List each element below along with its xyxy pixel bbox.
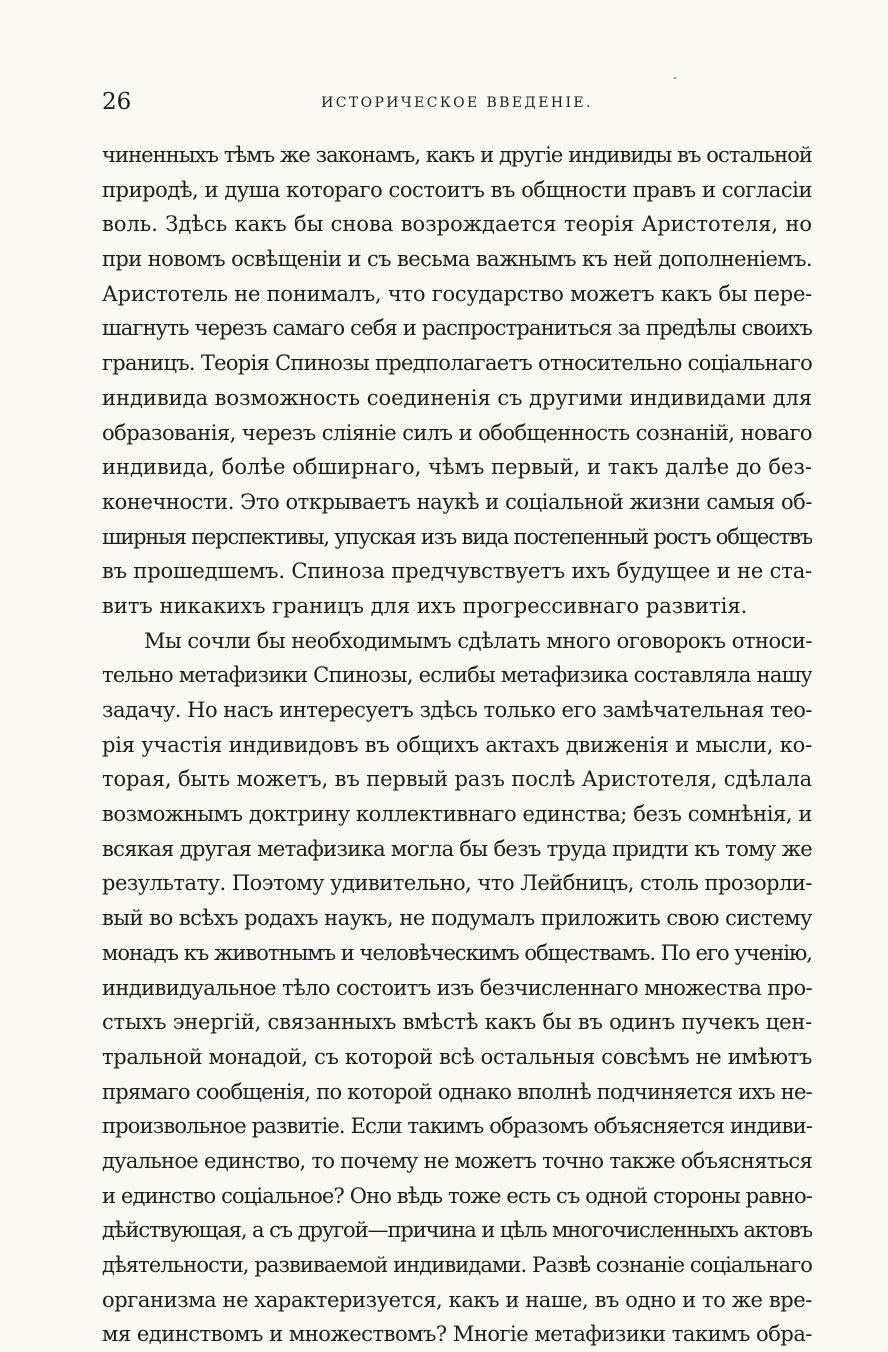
text-line: индивида, болѣе обширнаго, чѣмъ первый, и такъ далѣе до без- [102,455,812,480]
text-line: воль. Здѣсь какъ бы снова возрождается теорія Аристотеля, но [102,212,812,237]
text-line: въ прошедшемъ. Спиноза предчувствуетъ ихъ будущее и не ста- [102,559,812,584]
text-line: организма не характеризуется, какъ и наше, въ одно и то же вре- [102,1287,812,1312]
text-line: чиненныхъ тѣмъ же законамъ, какъ и другіе индивиды въ остальной [102,143,812,167]
text-line: индивидуальное тѣло состоитъ изъ безчисленнаго множества про- [102,975,812,1000]
text-line: образованія, черезъ сліяніе силъ и обобщенность сознаній, новаго [102,420,812,445]
text-line: задачу. Но насъ интересуетъ здѣсь только его замѣчательная тео- [102,698,812,722]
text-line: индивида возможность соединенія съ другими индивидами для [102,385,812,410]
text-line: всякая другая метафизика могла бы безъ труда придти къ тому же [102,836,812,861]
text-line: ширныя перспективы, упуская изъ вида постепенный ростъ обществъ [102,524,812,549]
text-line: дѣятельности, развиваемой индивидами. Развѣ сознаніе соціальнаго [102,1253,812,1277]
text-line: мя единствомъ и множествомъ? Многіе метафизики такимъ обра- [102,1322,812,1347]
paper-speck [674,77,676,79]
text-line: торая, быть можетъ, въ первый разъ послѣ Аристотеля, сдѣлала [102,767,812,792]
text-line: дуальное единство, то почему не можетъ точно также объясняться [102,1148,812,1173]
page-number: 26 [102,89,132,115]
page-header [102,88,812,116]
paragraph-1 [102,138,812,624]
text-line: прямаго сообщенія, по которой однако вполнѣ подчиняется ихъ не- [102,1079,812,1104]
text-line: произвольное развитіе. Если такимъ образомъ объясняется индиви- [102,1114,812,1139]
text-line: стыхъ энергій, связанныхъ вмѣстѣ какъ бы въ одинъ пучекъ цен- [102,1010,812,1035]
text-line: возможнымъ доктрину коллективнаго единства; безъ сомнѣнія, и [102,802,812,827]
body-text [102,138,812,1352]
paragraph-2 [102,624,812,1352]
text-line: монадъ къ животнымъ и человѣческимъ обществамъ. По его ученію, [102,940,812,965]
text-line: результату. Поэтому удивительно, что Лейбницъ, столь прозорли- [102,871,812,896]
text-line: шагнуть черезъ самаго себя и распространиться за предѣлы своихъ [102,316,812,341]
text-line: Аристотель не понималъ, что государство можетъ какъ бы пере- [102,281,812,306]
text-line: границъ. Теорія Спинозы предполагаетъ относительно соціальнаго [102,351,812,376]
text-line: природѣ, и душа котораго состоитъ въ общности правъ и согласіи [102,177,812,202]
text-line: дѣйствующая, а съ другой—причина и цѣль многочисленныхъ актовъ [102,1218,812,1243]
running-title: ИСТОРИЧЕСКОЕ ВВЕДЕНІЕ. [321,95,593,111]
text-line: рія участія индивидовъ въ общихъ актахъ движенія и мысли, ко- [102,732,812,757]
text-line: тельно метафизики Спинозы, еслибы метафизика составляла нашу [102,663,812,688]
text-line: при новомъ освѣщеніи и съ весьма важнымъ къ ней дополненіемъ. [102,247,812,272]
text-line: витъ никакихъ границъ для ихъ прогрессивнаго развитія. [102,593,748,618]
text-line: конечности. Это открываетъ наукѣ и соціальной жизни самыя об- [102,489,812,514]
text-line: и единство соціальное? Оно вѣдь тоже есть съ одной стороны равно- [102,1183,812,1208]
text-line: тральной монадой, съ которой всѣ остальныя совсѣмъ не имѣютъ [102,1044,812,1069]
text-line: Мы сочли бы необходимымъ сдѣлать много оговорокъ относи- [144,628,812,653]
text-line: вый во всѣхъ родахъ наукъ, не подумалъ приложить свою систему [102,906,812,931]
